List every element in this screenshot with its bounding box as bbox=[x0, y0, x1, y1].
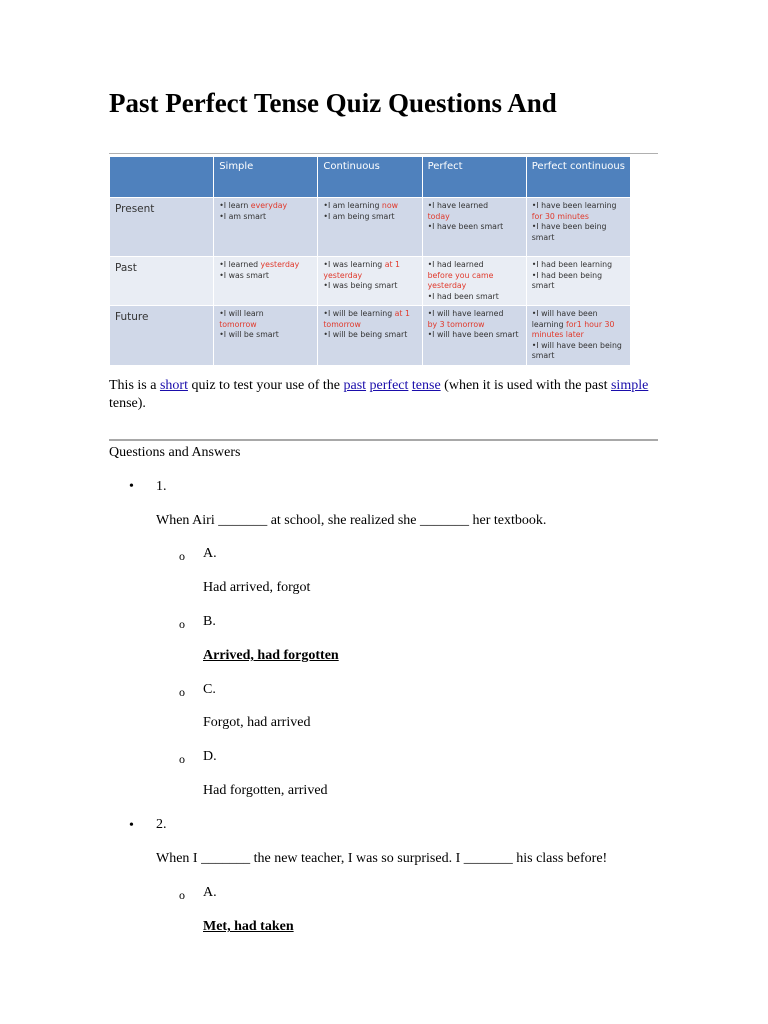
bullet-marker: • bbox=[129, 479, 134, 494]
table-cell-text: •I will have been learning bbox=[531, 309, 598, 329]
link-past[interactable]: past bbox=[343, 378, 367, 393]
table-cell-text: •I will learn bbox=[219, 309, 264, 318]
table-cell-text: for1 hour 30 minutes later bbox=[531, 319, 615, 339]
option-letter: A. bbox=[203, 885, 217, 900]
section-divider bbox=[109, 439, 658, 441]
table-cell bbox=[526, 306, 630, 366]
table-row-label: Future bbox=[110, 306, 214, 366]
table-cell bbox=[318, 306, 422, 366]
table-cell bbox=[526, 257, 630, 306]
sub-bullet-marker: o bbox=[179, 549, 185, 563]
table-header-perfect-continuous: Perfect continuous bbox=[526, 157, 630, 198]
table-cell-text: •I learn bbox=[219, 201, 251, 210]
link-short[interactable]: short bbox=[159, 378, 188, 393]
option-answer: Had forgotten, arrived bbox=[203, 783, 328, 798]
option-answer: Had arrived, forgot bbox=[203, 580, 311, 595]
sub-bullet-marker: o bbox=[179, 752, 185, 766]
sub-bullet-marker: o bbox=[179, 685, 185, 699]
question-text: When Airi _______ at school, she realized she _______ her textbook. bbox=[156, 513, 547, 528]
table-cell-text: •I was smart bbox=[219, 270, 269, 280]
table-cell-text: •I have been learning bbox=[531, 201, 617, 210]
table-cell-text: •I am smart bbox=[219, 211, 267, 221]
table-cell bbox=[422, 257, 526, 306]
table-cell-text: •I will have been smart bbox=[427, 330, 519, 339]
table-cell bbox=[214, 306, 318, 366]
table-cell bbox=[422, 306, 526, 366]
table-cell-text: at 1 tomorrow bbox=[323, 309, 410, 329]
option-letter: C. bbox=[203, 682, 216, 697]
table-cell-text: for 30 minutes bbox=[531, 211, 589, 221]
top-divider bbox=[109, 153, 658, 154]
table-cell-text: •I had been learning bbox=[531, 260, 613, 269]
section-heading: Questions and Answers bbox=[109, 445, 241, 460]
table-cell-text: •I will have been being smart bbox=[531, 340, 622, 360]
option-letter: D. bbox=[203, 749, 217, 764]
table-cell-text: everyday bbox=[250, 201, 288, 210]
table-header-continuous: Continuous bbox=[318, 157, 422, 198]
table-cell-text: tomorrow bbox=[219, 319, 257, 329]
table-cell-text: yesterday bbox=[260, 260, 300, 269]
option-answer: Forgot, had arrived bbox=[203, 715, 311, 730]
table-cell bbox=[526, 198, 630, 257]
tense-table-image bbox=[109, 156, 631, 366]
bullet-marker: • bbox=[129, 818, 134, 833]
table-cell-text: now bbox=[381, 201, 398, 210]
link-perfect[interactable]: perfect bbox=[369, 378, 409, 393]
option-letter: B. bbox=[203, 614, 216, 629]
table-cell-text: •I will have learned bbox=[427, 309, 504, 318]
table-cell bbox=[214, 198, 318, 257]
option-answer-correct: Arrived, had forgotten bbox=[203, 648, 339, 663]
link-simple[interactable]: simple bbox=[610, 378, 649, 393]
question-number: 2. bbox=[156, 817, 167, 832]
table-cell bbox=[318, 198, 422, 257]
table-cell-text: •I had been smart bbox=[427, 291, 499, 301]
table-cell-text: •I had been being smart bbox=[531, 270, 603, 290]
table-cell-text: •I am being smart bbox=[323, 211, 395, 221]
table-cell bbox=[318, 257, 422, 306]
table-cell-text: •I am learning bbox=[323, 201, 382, 210]
table-cell-text: today bbox=[427, 211, 450, 221]
table-cell-text: •I have been being smart bbox=[531, 222, 607, 242]
table-cell bbox=[214, 257, 318, 306]
table-cell bbox=[422, 198, 526, 257]
option-answer-correct: Met, had taken bbox=[203, 919, 294, 934]
table-cell-text: •I had learned bbox=[427, 260, 484, 269]
page-title: Past Perfect Tense Quiz Questions And bbox=[109, 88, 557, 118]
table-row-label: Past bbox=[110, 257, 214, 306]
table-cell-text: •I will be being smart bbox=[323, 330, 408, 339]
sub-bullet-marker: o bbox=[179, 617, 185, 631]
link-tense[interactable]: tense bbox=[411, 378, 441, 393]
table-corner-cell bbox=[110, 157, 214, 198]
table-cell-text: •I was being smart bbox=[323, 281, 398, 290]
option-letter: A. bbox=[203, 546, 217, 561]
table-cell-text: •I have learned bbox=[427, 201, 489, 210]
table-cell-text: •I have been smart bbox=[427, 222, 504, 231]
table-cell-text: at 1 yesterday bbox=[323, 260, 401, 280]
table-cell-text: •I will be smart bbox=[219, 330, 279, 339]
table-header-perfect: Perfect bbox=[422, 157, 526, 198]
table-cell-text: before you came yesterday bbox=[427, 270, 494, 290]
table-row-label: Present bbox=[110, 198, 214, 257]
table-cell-text: •I learned bbox=[219, 260, 261, 269]
question-number: 1. bbox=[156, 479, 167, 494]
question-text: When I _______ the new teacher, I was so surprised. I _______ his class before! bbox=[156, 851, 608, 866]
sub-bullet-marker: o bbox=[179, 888, 185, 902]
table-cell-text: •I was learning bbox=[323, 260, 385, 269]
table-cell-text: by 3 tomorrow bbox=[427, 319, 485, 329]
intro-paragraph: This is a short quiz to test your use of the past perfect tense (when it is used with the past simple tense). bbox=[109, 378, 649, 411]
table-cell-text: •I will be learning bbox=[323, 309, 395, 318]
table-header-simple: Simple bbox=[214, 157, 318, 198]
